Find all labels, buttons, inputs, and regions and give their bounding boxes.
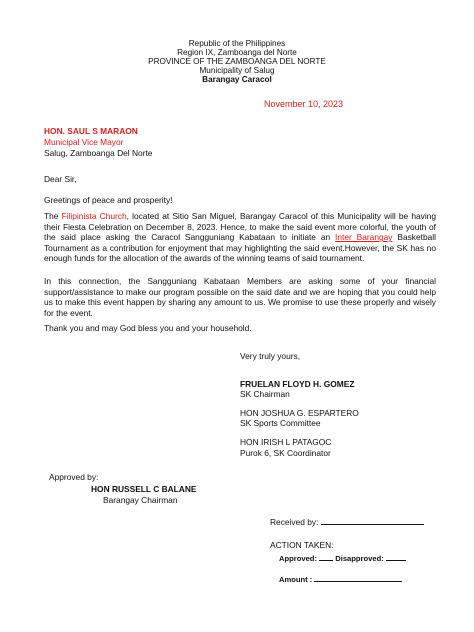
- amount-label: Amount :: [279, 575, 313, 584]
- amount-blank: [314, 574, 402, 582]
- greeting: Greetings of peace and prosperity!: [44, 195, 173, 205]
- header-municipality: Municipality of Salug: [199, 66, 275, 75]
- approved-blank: [319, 553, 333, 561]
- signatory-3-name: HON IRISH L PATAGOC: [240, 437, 332, 447]
- recipient-address: Salug, Zamboanga Del Norte: [44, 148, 153, 158]
- signatory-2-title: SK Sports Committee: [240, 418, 321, 428]
- approved-label: Approved:: [279, 554, 317, 563]
- signatory-1-name: FRUELAN FLOYD H. GOMEZ: [240, 379, 355, 389]
- amount-field[interactable]: [279, 574, 402, 586]
- received-by-label: Received by:: [270, 517, 319, 527]
- approver-title: Barangay Chairman: [103, 495, 178, 505]
- approved-by-label: Approved by:: [49, 472, 99, 482]
- header-region: Region IX, Zamboanga del Norte: [177, 48, 297, 57]
- header-country: Republic of the Philippines: [188, 39, 286, 48]
- signatory-1-title: SK Chairman: [240, 389, 290, 399]
- closing-line: Thank you and may God bless you and your household.: [44, 323, 252, 333]
- received-by-field[interactable]: [270, 517, 424, 528]
- received-by-blank: [321, 517, 424, 525]
- paragraph-1-pre: The: [44, 211, 62, 221]
- header-barangay: Barangay Caracol: [202, 75, 272, 84]
- approver-name: HON RUSSELL C BALANE: [91, 484, 197, 494]
- valediction: Very truly yours,: [240, 351, 301, 361]
- recipient-position: Municipal Vice Mayor: [44, 137, 124, 147]
- approval-status-field[interactable]: [279, 553, 406, 565]
- body-paragraph-1: [44, 211, 436, 264]
- body-paragraph-2: In this connection, the Sangguniang Kabataan Members are asking some of your financial support/assistance to make our program possible on the said date and we are hoping that you could help us to make this event happen by sharing any amount to us. We promise to use these properly and wisely for the event.: [44, 276, 436, 318]
- signatory-2-name: HON JOSHUA G. ESPARTERO: [240, 408, 359, 418]
- paragraph-1-post: Basketball Tournament as a contribution for enjoyment that may highlighting the said event.However, the SK has no enough funds for the allocation of the awards of the winning teams of said tournament.: [44, 232, 437, 264]
- disapproved-blank: [386, 553, 406, 561]
- inter-barangay-link[interactable]: Inter Barangay: [335, 232, 393, 243]
- signatory-3-title: Purok 6, SK Coordinator: [240, 448, 331, 458]
- disapproved-label: Disapproved:: [335, 554, 384, 563]
- header-province: PROVINCE OF THE ZAMBOANGA DEL NORTE: [148, 57, 326, 66]
- paragraph-1-mid: , located at Sitio San Miguel, Barangay Caracol of this Municipality will be having their Fiesta Celebration on December 8, 2023. Hence, to make the said event more colorful, the youth of the said place asking the Caracol Sangguniang Kabataan to initiate an: [44, 211, 436, 243]
- recipient-name: HON. SAUL S MARAON: [44, 126, 138, 136]
- action-taken-label: ACTION TAKEN:: [270, 540, 334, 550]
- letter-date: November 10, 2023: [264, 99, 344, 109]
- church-name: Filipinista Church: [61, 211, 127, 221]
- salutation: Dear Sir,: [44, 174, 77, 184]
